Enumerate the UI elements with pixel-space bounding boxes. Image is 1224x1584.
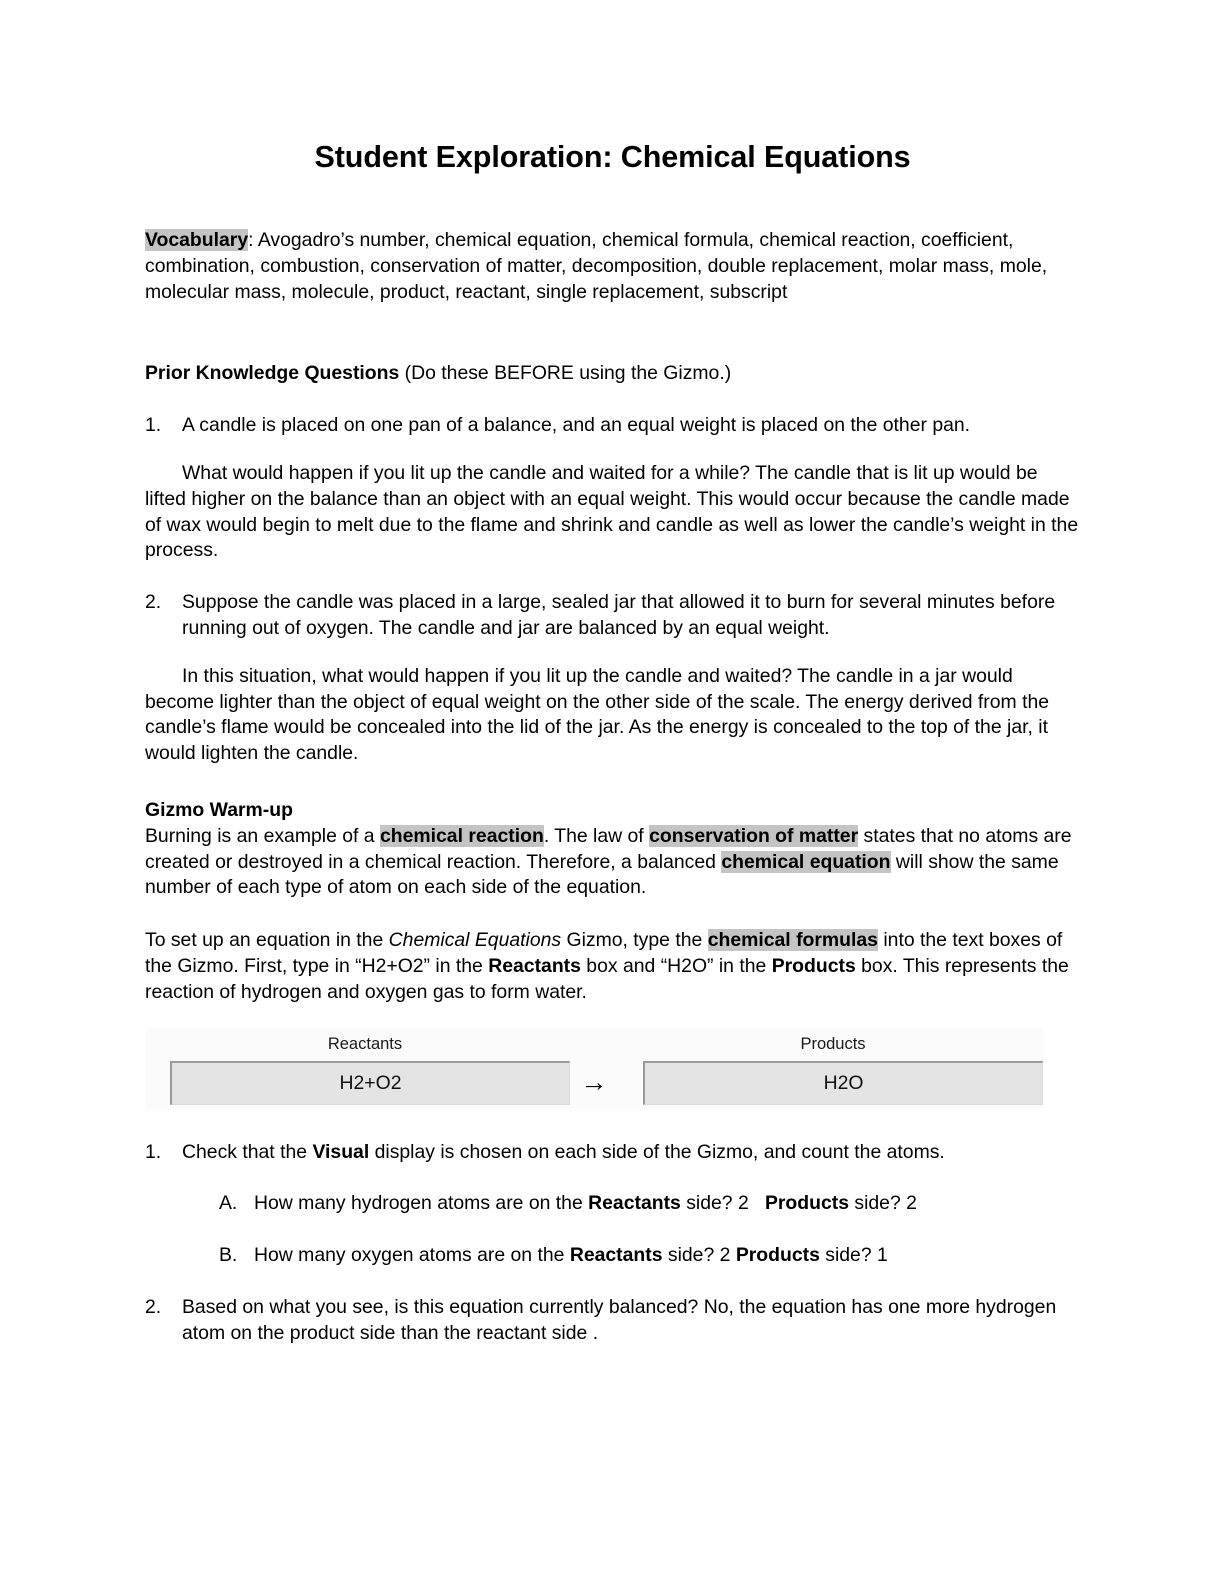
activity-question-2-number: 2. xyxy=(145,1295,162,1318)
gizmo-warmup-paragraph xyxy=(145,824,1080,901)
q1b-answer-reactants: 2 xyxy=(719,1244,731,1267)
q1b-text-1: How many oxygen atoms are on the xyxy=(254,1244,570,1267)
question-1-prompt: A candle is placed on one pan of a balance, and an equal weight is placed on the other pan. xyxy=(182,414,971,437)
activity-q2-answer: No, the equation has one more hydrogen atom on the product side than the reactant side . xyxy=(182,1295,1057,1344)
chemical-equations-gizmo-widget xyxy=(146,1028,1043,1110)
gizmo-warmup-heading: Gizmo Warm-up xyxy=(145,798,293,821)
activity-q1-text-2: display is chosen on each side of the Gizmo, and count the atoms. xyxy=(369,1140,945,1163)
gizmo-labels-row xyxy=(146,1028,1043,1058)
term-conservation-of-matter: conservation of matter xyxy=(649,824,859,847)
activity-q2-prompt: Based on what you see, is this equation currently balanced? xyxy=(182,1295,699,1318)
reactants-input[interactable]: H2+O2 xyxy=(170,1061,570,1105)
activity-question-1a-letter: A. xyxy=(219,1192,238,1215)
question-2 xyxy=(145,590,1080,642)
activity-question-1-prompt xyxy=(182,1140,1080,1166)
question-2-number: 2. xyxy=(145,591,162,614)
vocabulary-label: Vocabulary xyxy=(145,229,249,251)
question-2-answer: In this situation, what would happen if you lit up the candle and waited? The candle in a jar would become lighter than the object of equal weight on the other side of the scale. The energy derived from the candle’s flame would be concealed into the lid of the jar. As the energy is concealed to the top of the jar, it would lighten the candle. xyxy=(145,664,1050,765)
gizmo-fields-row xyxy=(146,1058,1043,1108)
vocabulary-terms: Avogadro’s number, chemical equation, chemical formula, chemical reaction, coefficient, combination, combustion, conservation of matter, decomposition, double replacement, molar mass, mole, molecular mass, molecule, product, reactant, single replacement, subscript xyxy=(145,229,1048,303)
setup-text-1: To set up an equation in the xyxy=(145,929,389,952)
label-reactants-bold: Reactants xyxy=(488,954,581,977)
activity-question-1 xyxy=(145,1140,1080,1166)
reaction-arrow-icon: → xyxy=(580,1067,608,1098)
warmup-text-2: . The law of xyxy=(543,824,650,847)
activity-q1-text-1: Check that the xyxy=(182,1140,313,1163)
question-1-answer: What would happen if you lit up the candle and waited for a while? The candle that is lit up would be lifted higher on the balance than an object with an equal weight. This would occur because the candle made of wax would begin to melt due to the flame and shrink and candle as well as lower the candle’s weight in the process. xyxy=(145,461,1079,562)
setup-text-2: Gizmo, type the xyxy=(561,929,708,952)
page-title: Student Exploration: Chemical Equations xyxy=(314,140,911,174)
term-chemical-equation: chemical equation xyxy=(721,850,891,873)
products-input[interactable]: H2O xyxy=(643,1061,1043,1105)
question-1 xyxy=(145,413,1080,439)
q1a-text-2: side? xyxy=(680,1192,738,1215)
gizmo-reactants-label: Reactants xyxy=(327,1034,403,1053)
vocabulary-separator: : xyxy=(248,229,254,251)
setup-text-3: into the text boxes of the Gizmo. First, type in “H2+O2” in the xyxy=(145,929,1063,977)
warmup-text-4: will show the same number of each type of atom on each side of the equation. xyxy=(145,850,1059,899)
activity-question-1-number: 1. xyxy=(145,1140,162,1163)
question-2-prompt: Suppose the candle was placed in a large, sealed jar that allowed it to burn for several minutes before running out of oxygen. The candle and jar are balanced by an equal weight. xyxy=(182,591,1056,639)
q1a-gap xyxy=(749,1192,765,1214)
gizmo-products-label: Products xyxy=(800,1034,866,1053)
gizmo-setup-paragraph xyxy=(145,928,1080,1005)
q1a-answer-products: 2 xyxy=(906,1192,917,1215)
q1a-products-bold: Products xyxy=(764,1192,849,1215)
term-chemical-reaction: chemical reaction xyxy=(379,824,544,847)
q1a-text-3: side? xyxy=(848,1192,907,1215)
gizmo-warmup-section xyxy=(145,798,1080,901)
q1b-answer-products: 1 xyxy=(877,1244,888,1267)
prior-knowledge-heading xyxy=(145,361,1080,387)
warmup-text-1: Burning is an example of a xyxy=(145,824,380,847)
term-chemical-formulas: chemical formulas xyxy=(707,929,878,952)
gizmo-name-italic: Chemical Equations xyxy=(388,929,562,952)
question-1-number: 1. xyxy=(145,414,162,437)
q1b-text-3: side? xyxy=(819,1244,878,1267)
prior-knowledge-heading-bold: Prior Knowledge Questions xyxy=(145,362,400,385)
q1a-answer-reactants: 2 xyxy=(737,1192,749,1215)
q1a-reactants-bold: Reactants xyxy=(588,1192,681,1215)
activity-question-1a xyxy=(219,1191,1080,1217)
activity-question-1b-letter: B. xyxy=(219,1244,238,1267)
setup-text-5: box. This represents the reaction of hydrogen and oxygen gas to form water. xyxy=(145,954,1069,1003)
vocabulary-block xyxy=(145,228,1080,305)
prior-knowledge-heading-rest: (Do these BEFORE using the Gizmo.) xyxy=(399,362,732,385)
q1b-reactants-bold: Reactants xyxy=(569,1244,663,1267)
activity-question-2-text xyxy=(182,1295,1080,1347)
q1b-products-bold: Products xyxy=(735,1244,820,1267)
activity-question-1b xyxy=(219,1243,1080,1269)
q1b-text-2: side? xyxy=(662,1244,720,1267)
document-content xyxy=(145,0,1080,1347)
activity-question-1b-text xyxy=(254,1243,1080,1269)
activity-question-2 xyxy=(145,1295,1080,1347)
label-products-bold: Products xyxy=(771,954,856,977)
label-visual-bold: Visual xyxy=(312,1140,370,1163)
activity-question-1a-text xyxy=(254,1191,1080,1217)
setup-text-4: box and “H2O” in the xyxy=(580,954,772,977)
q1a-text-1: How many hydrogen atoms are on the xyxy=(254,1192,589,1215)
warmup-text-3: states that no atoms are created or destroyed in a chemical reaction. Therefore, a balanced xyxy=(145,824,1072,873)
